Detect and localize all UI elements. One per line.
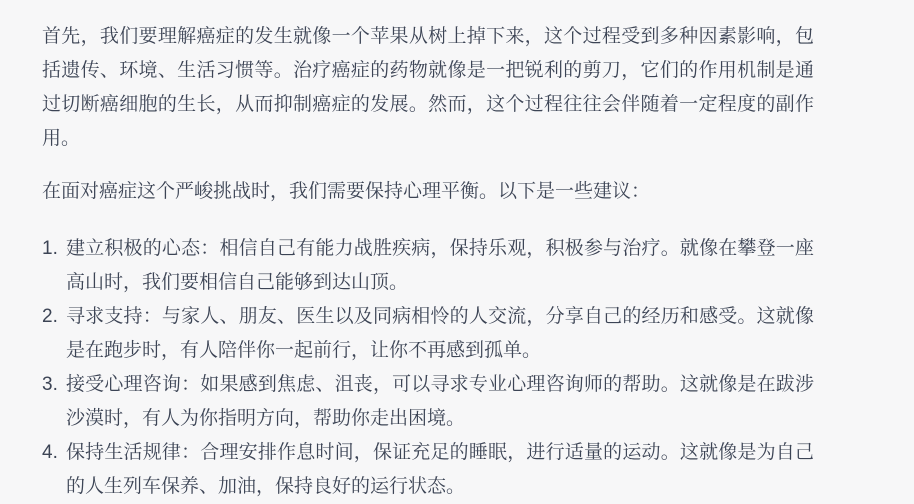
list-item-text: 保持生活规律：合理安排作息时间，保证充足的睡眠，进行适量的运动。这就像是为自己的人生列车保养、加油，保持良好的运行状态。: [66, 442, 814, 497]
advice-list: [42, 232, 814, 504]
list-item: [42, 368, 814, 436]
list-item: [42, 300, 814, 368]
list-item-text: 建立积极的心态：相信自己有能力战胜疾病，保持乐观，积极参与治疗。就像在攀登一座高山时，我们要相信自己能够到达山顶。: [66, 238, 814, 293]
list-item-number: 2.: [42, 306, 58, 327]
lead-in-paragraph: 在面对癌症这个严峻挑战时，我们需要保持心理平衡。以下是一些建议：: [42, 181, 651, 202]
list-item: [42, 436, 814, 504]
intro-paragraph: 首先，我们要理解癌症的发生就像一个苹果从树上掉下来，这个过程受到多种因素影响，包括遗传、环境、生活习惯等。治疗癌症的药物就像是一把锐利的剪刀，它们的作用机制是通过切断癌细胞的生长，从而抑制癌症的发展。然而，这个过程往往会伴随着一定程度的副作用。: [42, 26, 814, 149]
list-item-number: 3.: [42, 374, 58, 395]
list-item-number: 1.: [42, 238, 58, 259]
list-item: [42, 232, 814, 300]
list-item-text: 接受心理咨询：如果感到焦虑、沮丧，可以寻求专业心理咨询师的帮助。这就像是在跋涉沙漠时，有人为你指明方向，帮助你走出困境。: [66, 374, 814, 429]
list-item-number: 4.: [42, 442, 58, 463]
list-item-text: 寻求支持：与家人、朋友、医生以及同病相怜的人交流，分享自己的经历和感受。这就像是在跑步时，有人陪伴你一起前行，让你不再感到孤单。: [66, 306, 814, 361]
